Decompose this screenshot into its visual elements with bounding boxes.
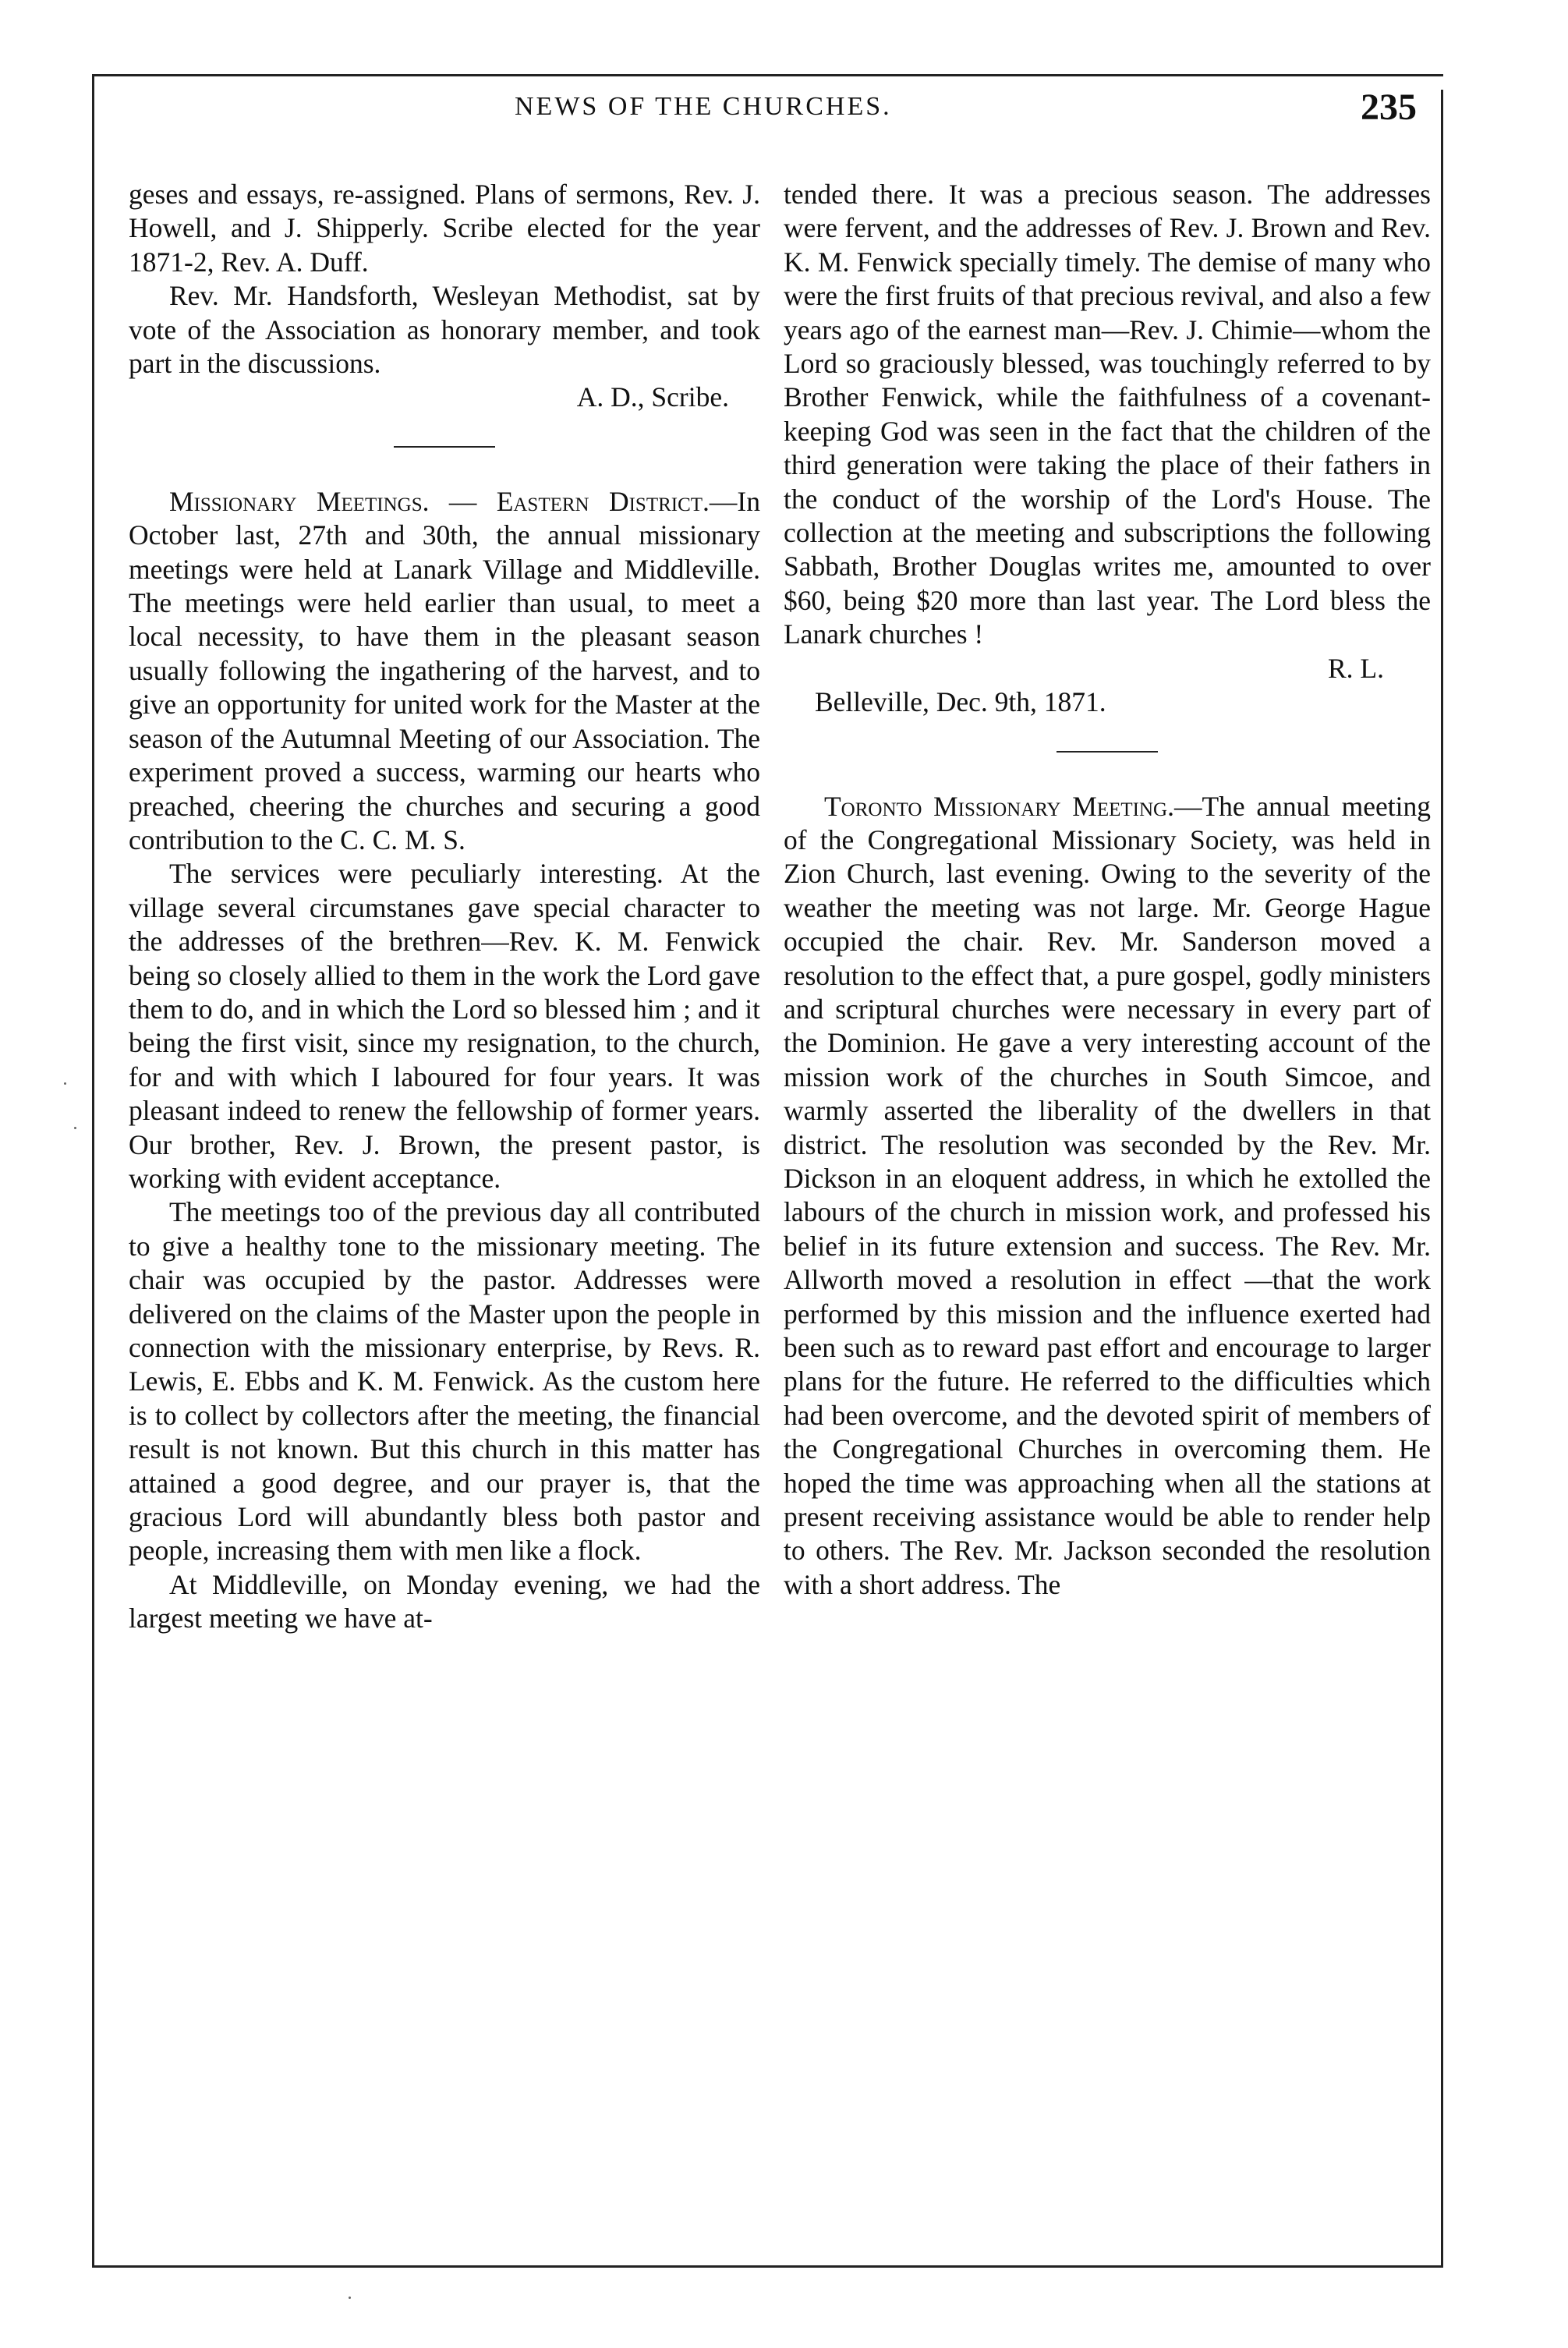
page-border-top	[92, 74, 1443, 76]
paragraph-middleville-continued: tended there. It was a precious season. The addresses were fervent, and the addresses of Rev. J. Brown and Rev. K. M. Fenwick specially timely. The demise of many who were the first fruits of that precious revival, and also a few years ago of the earnest man—Rev. J. Chimie—whom the Lord so graciously blessed, was touchingly referred to by Brother Fenwick, while the faithfulness of a covenant-keeping God was seen in the fact that the children of the third generation were taking the place of their fathers in the conduct of the worship of the Lord's House. The collection at the meeting and subscriptions the following Sabbath, Brother Douglas writes me, amounted to over $60, being $20 more than last year. The Lord bless the Lanark churches !	[784, 179, 1432, 650]
paragraph-eastern-district	[129, 485, 760, 857]
running-head: NEWS OF THE CHURCHES.	[515, 92, 892, 121]
signature-initials: R. L.	[1328, 652, 1384, 684]
page-border-left	[92, 74, 94, 2265]
stray-mark	[74, 1127, 76, 1129]
stray-mark	[349, 2297, 351, 2299]
paragraph-honorary-member: Rev. Mr. Handsforth, Wesleyan Methodist, sat by vote of the Association as honorary member, and took part in the discussions.	[129, 280, 760, 380]
paragraph-toronto-body: —The annual meeting of the Congregational Missionary Society, was held in Zion Church, last evening. Owing to the severity of the weather the meeting was not large. Mr. George Hague occupied the chair. Rev. Mr. Sanderson moved a resolution to the effect that, a pure gospel, godly ministers and scriptural churches were necessary in every part of the Dominion. He gave a very interesting account of the mission work of the churches in South Simcoe, and warmly asserted the liberality of the dwellers in that district. The resolution was seconded by the Rev. Mr. Dickson in an eloquent address, in which he extolled the labours of the church in mission work, and professed his belief in its future extension and success. The Rev. Mr. Allworth moved a resolution in effect —that the work performed by this mission and the influence exerted had been such as to reward past effort and encourage to larger plans for the future. He referred to the difficulties which had been overcome, and the devoted spirit of members of the Congregational Churches in overcoming them. He hoped the time was approaching when all the stations at present receiving assistance would be able to render help to others. The Rev. Mr. Jackson seconded the resolution with a short address. The	[784, 790, 1432, 1600]
paragraph-previous-day: The meetings too of the previous day all contributed to give a healthy tone to the missionary meeting. The chair was occupied by the pastor. Addresses were delivered on the claims of the Master upon the people in connection with the missionary enterprise, by Revs. R. Lewis, E. Ebbs and K. M. Fenwick. As the custom here is to collect by collectors after the meeting, the financial result is not known. But this church in this matter has attained a good degree, and our prayer is, that the gracious Lord will abundantly bless both pastor and people, increasing them with men like a flock.	[129, 1196, 760, 1567]
paragraph-association-minutes: geses and essays, re-assigned. Plans of sermons, Rev. J. Howell, and J. Shipperly. Scribe elected for the year 1871-2, Rev. A. Duff.	[129, 179, 760, 278]
section-divider	[394, 446, 495, 448]
stray-mark	[64, 1082, 66, 1085]
left-column	[129, 178, 760, 1636]
section-divider	[1057, 751, 1158, 753]
page-number: 235	[1361, 87, 1417, 128]
section-heading-eastern-district: Missionary Meetings. — Eastern District.	[169, 485, 710, 517]
page-border-bottom	[92, 2265, 1443, 2268]
paragraph-eastern-district-body: —In October last, 27th and 30th, the annual missionary meetings were held at Lanark Village and Middleville. The meetings were held earlier than usual, to meet a local necessity, to have them in the pleasant season usually following the ingathering of the harvest, and to give an opportunity for united work for the Master at the season of the Autumnal Meeting of our Association. The experiment proved a success, warming our hearts who preached, cheering the churches and securing a good contribution to the C. C. M. S.	[129, 485, 760, 855]
section-heading-toronto: Toronto Missionary Meeting.	[824, 790, 1174, 822]
paragraph-toronto-meeting	[784, 790, 1431, 1603]
signature-scribe: A. D., Scribe.	[576, 381, 729, 413]
page-border-right	[1441, 90, 1443, 2265]
paragraph-middleville: At Middleville, on Monday evening, we had the largest meeting we have at-	[129, 1568, 760, 1634]
paragraph-services: The services were peculiarly interesting. At the village several circumstanes gave special character to the addresses of the brethren—Rev. K. M. Fenwick being so closely allied to them in the work the Lord gave them to do, and in which the Lord so blessed him ; and it being the first visit, since my resignation, to the church, for and with which I laboured for four years. It was pleasant indeed to renew the fellowship of former years. Our brother, Rev. J. Brown, the present pastor, is working with evident acceptance.	[129, 858, 760, 1194]
right-column	[784, 178, 1431, 1602]
dateline: Belleville, Dec. 9th, 1871.	[815, 686, 1106, 718]
